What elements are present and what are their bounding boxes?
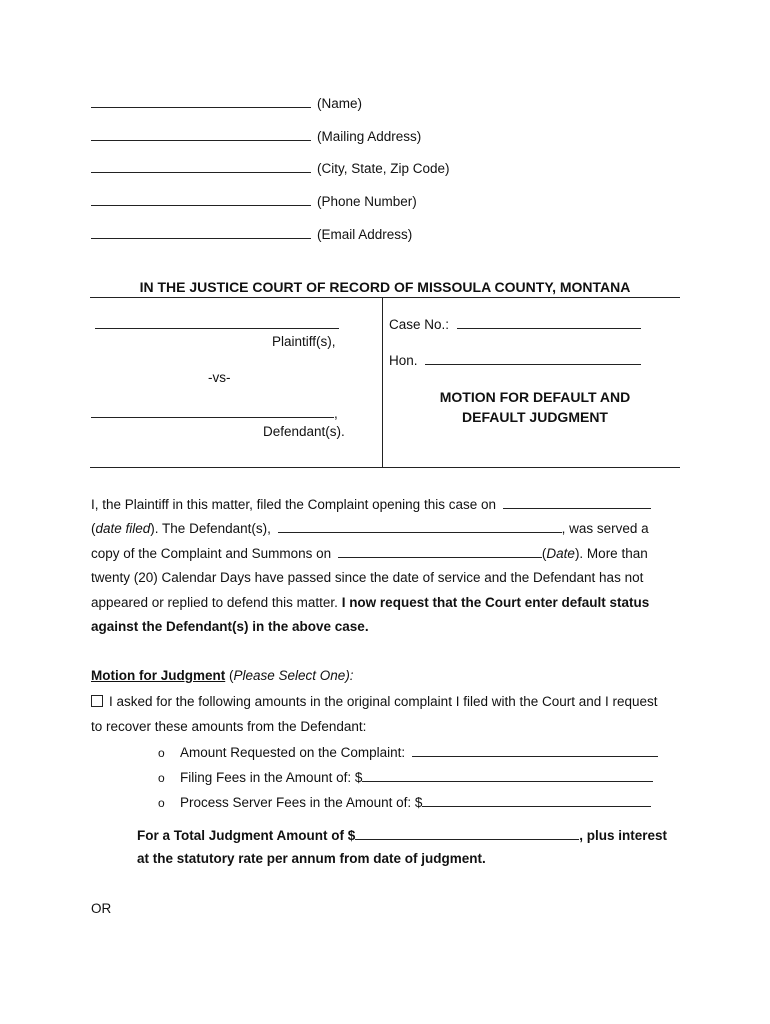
- mailing-address-line: [91, 128, 421, 144]
- city-state-zip-field[interactable]: [91, 160, 311, 173]
- option-1-line-1: [91, 694, 658, 709]
- amount-requested-label: Amount Requested on the Complaint:: [180, 745, 406, 760]
- total-line-2: at the statutory rate per annum from date of judgment.: [137, 851, 486, 866]
- case-number-field[interactable]: [457, 316, 641, 329]
- name-field[interactable]: [91, 95, 311, 108]
- total-line-1: [137, 827, 667, 843]
- motion-title: [400, 387, 670, 427]
- case-number-label: Case No.:: [389, 317, 450, 332]
- process-server-item: [158, 794, 651, 810]
- motion-title-line2: DEFAULT JUDGMENT: [462, 409, 608, 425]
- phone-field[interactable]: [91, 193, 311, 206]
- body-text: , was served a: [561, 521, 649, 536]
- body-line-2: (date filed). The Defendant(s), , was served a: [91, 521, 649, 536]
- option-1-text: I asked for the following amounts in the original complaint I filed with the Court and I request: [109, 694, 658, 709]
- body-text: appeared or replied to defend this matter.: [91, 595, 338, 610]
- total-label: For a Total Judgment Amount of $: [137, 828, 356, 843]
- judge-field[interactable]: [425, 352, 641, 365]
- body-request-text: I now request that the Court enter default status: [341, 595, 650, 610]
- process-server-label: Process Server Fees in the Amount of: $: [180, 795, 423, 810]
- email-label: (Email Address): [317, 227, 413, 242]
- bullet: o: [158, 746, 165, 760]
- body-text: I, the Plaintiff in this matter, filed the Complaint opening this case on: [91, 497, 496, 512]
- filing-fees-item: [158, 769, 653, 785]
- option-1-checkbox[interactable]: [91, 695, 103, 707]
- city-state-zip-label: (City, State, Zip Code): [317, 161, 450, 176]
- defendant-name-line: [91, 405, 338, 421]
- total-amount-field[interactable]: [355, 827, 579, 840]
- or-label: OR: [91, 901, 112, 916]
- court-title: IN THE JUSTICE COURT OF RECORD OF MISSOULA COUNTY, MONTANA: [90, 279, 680, 298]
- mailing-address-label: (Mailing Address): [317, 129, 422, 144]
- body-line-5: [91, 595, 649, 610]
- case-number-line: [389, 316, 641, 332]
- body-text: ). More than: [574, 546, 648, 561]
- body-line-1: [91, 496, 651, 512]
- defendant-served-field[interactable]: [278, 520, 562, 533]
- motion-heading-label: Motion for Judgment: [91, 668, 226, 683]
- option-1-line-2: to recover these amounts from the Defendant:: [91, 719, 367, 734]
- plaintiff-label: Plaintiff(s),: [272, 334, 336, 349]
- city-state-zip-line: [91, 160, 450, 176]
- amount-requested-field[interactable]: [412, 744, 658, 757]
- body-text: copy of the Complaint and Summons on: [91, 546, 332, 561]
- mailing-address-field[interactable]: [91, 128, 311, 141]
- service-date-field[interactable]: [338, 545, 542, 558]
- date-filed-field[interactable]: [503, 496, 651, 509]
- body-line-4: twenty (20) Calendar Days have passed since the date of service and the Defendant has not: [91, 570, 644, 585]
- email-field[interactable]: [91, 226, 311, 239]
- body-text: ). The Defendant(s),: [150, 521, 271, 536]
- process-server-field[interactable]: [422, 794, 651, 807]
- filing-fees-field[interactable]: [362, 769, 653, 782]
- date-filed-label: date filed: [95, 521, 151, 536]
- judge-line: [389, 352, 641, 368]
- motion-heading: Motion for Judgment (Please Select One):: [91, 668, 354, 683]
- motion-title-line1: MOTION FOR DEFAULT AND: [439, 389, 631, 405]
- caption-bottom-rule: [90, 467, 680, 468]
- phone-label: (Phone Number): [317, 194, 417, 209]
- plaintiff-name-field[interactable]: [95, 316, 339, 329]
- service-date-label: Date: [546, 546, 575, 561]
- defendant-name-field[interactable]: [91, 405, 334, 418]
- bullet: o: [158, 771, 165, 785]
- bullet: o: [158, 796, 165, 810]
- name-label: (Name): [317, 96, 363, 111]
- versus-label: -vs-: [208, 370, 231, 385]
- plaintiff-name-line: [95, 316, 339, 332]
- judge-label: Hon.: [389, 353, 418, 368]
- amount-requested-item: [158, 744, 658, 760]
- body-line-6: against the Defendant(s) in the above case.: [91, 619, 369, 634]
- body-line-3: copy of the Complaint and Summons on (Date). More than: [91, 546, 648, 561]
- email-line: [91, 226, 412, 242]
- motion-heading-note: Please Select One):: [233, 668, 354, 683]
- caption-divider: [382, 298, 383, 468]
- total-interest-text: , plus interest: [579, 828, 668, 843]
- name-line: [91, 95, 362, 111]
- defendant-comma: ,: [334, 406, 338, 421]
- defendant-label: Defendant(s).: [263, 424, 345, 439]
- phone-line: [91, 193, 417, 209]
- filing-fees-label: Filing Fees in the Amount of: $: [180, 770, 363, 785]
